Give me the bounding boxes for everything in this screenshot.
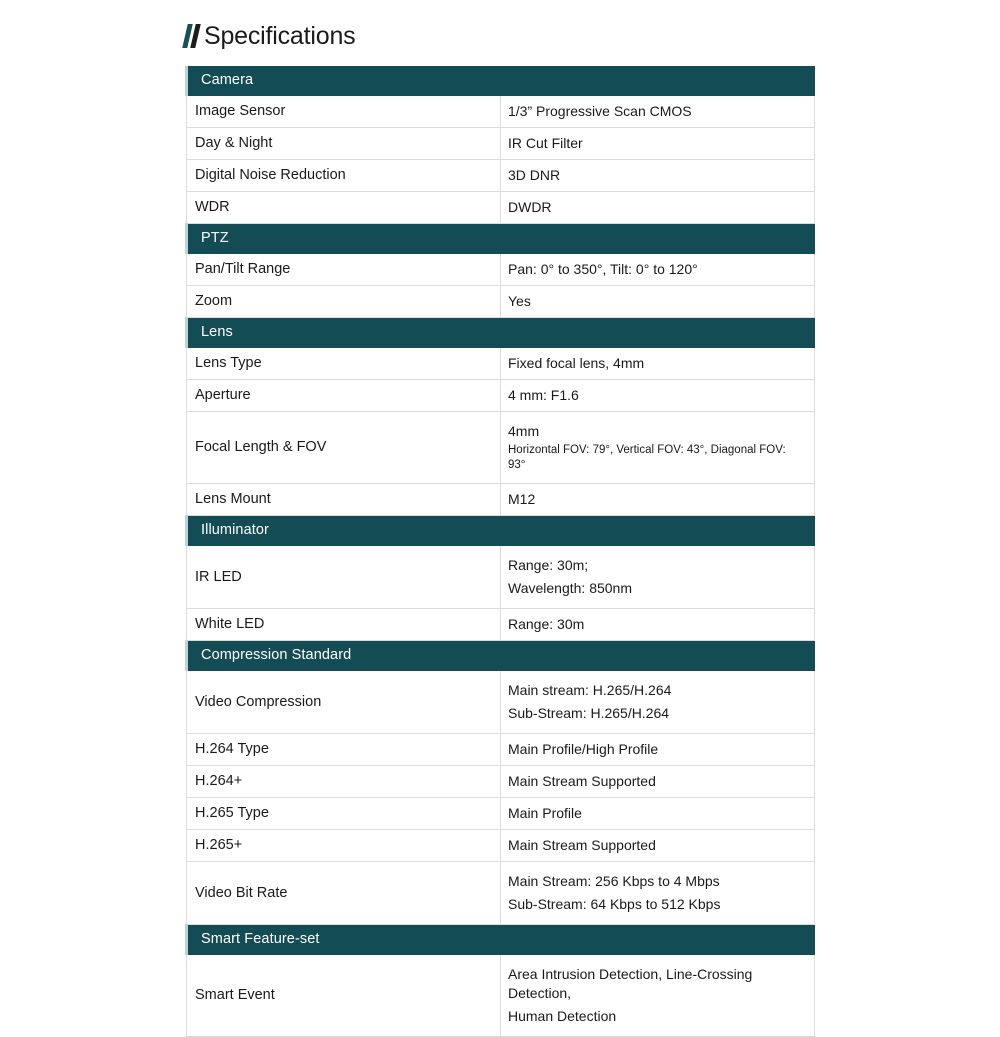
spec-label: Day & Night: [187, 128, 501, 160]
spec-value-line: 4mm: [508, 423, 540, 439]
table-row: [187, 862, 815, 925]
spec-value-line: 3D DNR: [508, 167, 561, 183]
section-header-row: [187, 66, 815, 96]
spec-value: [501, 766, 815, 798]
section-header-label: Smart Feature-set: [187, 925, 815, 956]
spec-label: H.265+: [187, 830, 501, 862]
spec-value-line: Yes: [508, 293, 531, 309]
section-header-label: Lens: [187, 318, 815, 349]
spec-value: [501, 734, 815, 766]
spec-value-line: Main Stream Supported: [508, 837, 656, 853]
table-row: [187, 348, 815, 380]
spec-value: [501, 609, 815, 641]
spec-value: [501, 671, 815, 734]
spec-value-line: Human Detection: [508, 1008, 617, 1024]
spec-value: [501, 160, 815, 192]
table-row: [187, 830, 815, 862]
spec-label: Aperture: [187, 380, 501, 412]
table-row: [187, 128, 815, 160]
spec-label: Video Compression: [187, 671, 501, 734]
spec-value: [501, 286, 815, 318]
spec-value-line: Area Intrusion Detection, Line-Crossing Detection,: [508, 966, 753, 1001]
spec-value: [501, 254, 815, 286]
table-row: [187, 955, 815, 1037]
table-row: [187, 484, 815, 516]
spec-value-note: Horizontal FOV: 79°, Vertical FOV: 43°, Diagonal FOV: 93°: [508, 444, 786, 471]
section-header-row: [187, 516, 815, 547]
table-row: [187, 734, 815, 766]
table-row: [187, 380, 815, 412]
spec-label: H.264 Type: [187, 734, 501, 766]
section-header-row: [187, 925, 815, 956]
spec-value: [501, 546, 815, 609]
spec-value: [501, 830, 815, 862]
spec-label: White LED: [187, 609, 501, 641]
spec-label: Focal Length & FOV: [187, 412, 501, 484]
spec-value: [501, 955, 815, 1037]
section-header-label: Camera: [187, 66, 815, 96]
spec-label: Lens Mount: [187, 484, 501, 516]
spec-value: [501, 192, 815, 224]
spec-label: Digital Noise Reduction: [187, 160, 501, 192]
spec-value-line: Main Profile: [508, 805, 582, 821]
spec-label: H.265 Type: [187, 798, 501, 830]
table-row: [187, 412, 815, 484]
spec-value: [501, 798, 815, 830]
spec-value-line: DWDR: [508, 199, 552, 215]
section-header-row: [187, 224, 815, 255]
spec-value-line: Main Stream Supported: [508, 773, 656, 789]
table-row: [187, 286, 815, 318]
spec-value-line: Main stream: H.265/H.264: [508, 682, 672, 698]
spec-value-line: Fixed focal lens, 4mm: [508, 355, 645, 371]
specifications-table: [185, 66, 815, 1037]
table-row: [187, 192, 815, 224]
spec-label: Smart Event: [187, 955, 501, 1037]
spec-value-line: M12: [508, 491, 536, 507]
section-header-label: PTZ: [187, 224, 815, 255]
spec-value: [501, 484, 815, 516]
spec-value-line: 1/3” Progressive Scan CMOS: [508, 103, 692, 119]
spec-label: Video Bit Rate: [187, 862, 501, 925]
spec-value-line: Sub-Stream: 64 Kbps to 512 Kbps: [508, 896, 721, 912]
page-title: [184, 22, 355, 50]
spec-value-line: Pan: 0° to 350°, Tilt: 0° to 120°: [508, 261, 698, 277]
table-row: [187, 671, 815, 734]
table-row: [187, 254, 815, 286]
section-header-label: Compression Standard: [187, 641, 815, 672]
spec-value-line: 4 mm: F1.6: [508, 387, 579, 403]
page-title-text: Specifications: [204, 22, 356, 50]
section-header-row: [187, 318, 815, 349]
spec-value: [501, 862, 815, 925]
table-row: [187, 766, 815, 798]
spec-label: Lens Type: [187, 348, 501, 380]
section-header-row: [187, 641, 815, 672]
spec-value-line: Wavelength: 850nm: [508, 580, 632, 596]
spec-value-line: IR Cut Filter: [508, 135, 583, 151]
table-row: [187, 798, 815, 830]
table-row: [187, 546, 815, 609]
spec-value-line: Range: 30m;: [508, 557, 589, 573]
spec-value: [501, 96, 815, 128]
spec-value-line: Sub-Stream: H.265/H.264: [508, 705, 670, 721]
spec-value: [501, 380, 815, 412]
spec-value-line: Main Stream: 256 Kbps to 4 Mbps: [508, 873, 720, 889]
spec-value: [501, 348, 815, 380]
spec-label: Zoom: [187, 286, 501, 318]
spec-label: Image Sensor: [187, 96, 501, 128]
spec-label: IR LED: [187, 546, 501, 609]
section-header-label: Illuminator: [187, 516, 815, 547]
table-row: [187, 160, 815, 192]
spec-value: [501, 128, 815, 160]
spec-label: Pan/Tilt Range: [187, 254, 501, 286]
spec-label: H.264+: [187, 766, 501, 798]
spec-value-line: Main Profile/High Profile: [508, 741, 659, 757]
spec-value-line: Range: 30m: [508, 616, 585, 632]
table-row: [187, 96, 815, 128]
double-slash-icon: [184, 24, 201, 48]
spec-value: [501, 412, 815, 484]
spec-label: WDR: [187, 192, 501, 224]
table-row: [187, 609, 815, 641]
